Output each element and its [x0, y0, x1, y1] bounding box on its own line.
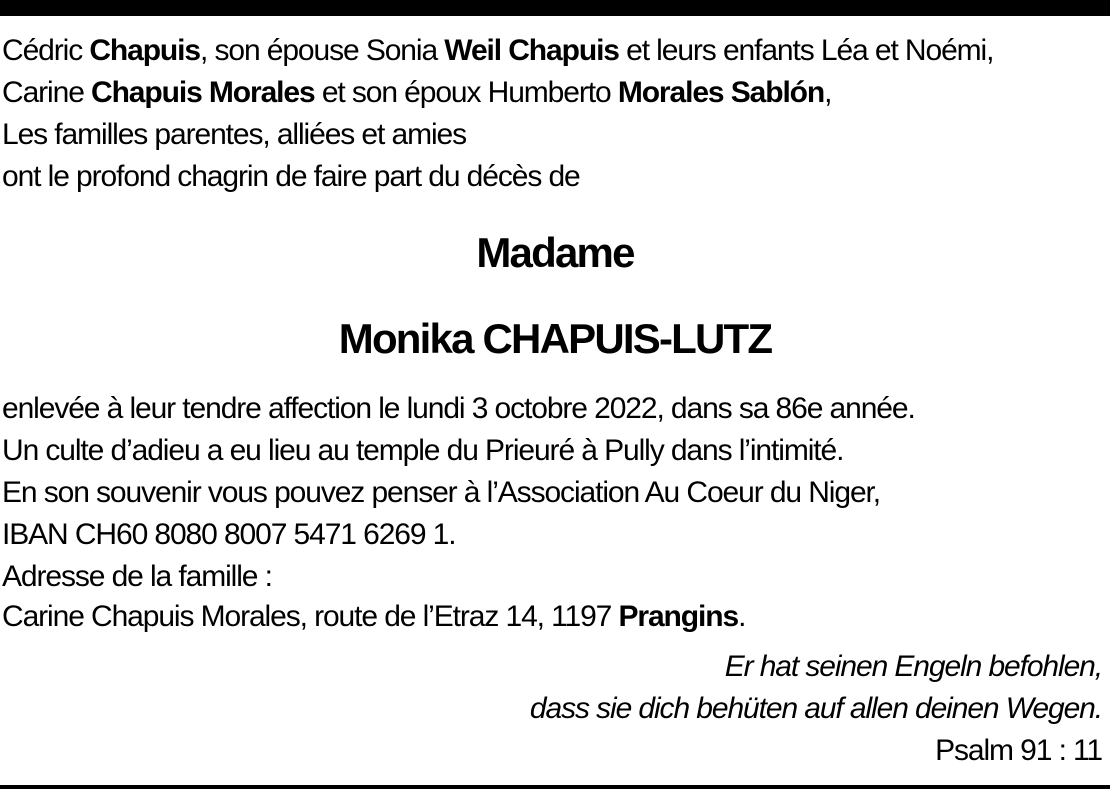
intro-line-3: Les familles parentes, alliées et amies [2, 118, 467, 151]
intro-text: , son épouse Sonia [199, 34, 445, 67]
deceased-name: Monika CHAPUIS-LUTZ [338, 315, 772, 362]
intro-text: , [824, 76, 832, 109]
address-text: Carine Chapuis Morales, route de l’Etraz 14, 1197 [2, 600, 619, 633]
intro-text: Cédric [2, 34, 90, 67]
intro-line-4: ont le profond chagrin de faire part du décès de [2, 160, 580, 193]
intro-text: Carine [2, 76, 92, 109]
body-line-4: IBAN CH60 8080 8007 5471 6269 1. [2, 518, 456, 551]
surname-bold: Weil Chapuis [444, 34, 619, 67]
body-line-3: En son souvenir vous pouvez penser à l’Association Au Coeur du Niger, [2, 476, 880, 509]
verse-reference: Psalm 91 : 11 [935, 734, 1102, 767]
body-line-1: enlevée à leur tendre affection le lundi 3 octobre 2022, dans sa 86e année. [2, 392, 915, 425]
intro-line-2 [2, 74, 831, 112]
surname-bold: Chapuis Morales [91, 76, 315, 109]
verse-line-2: dass sie dich behüten auf allen deinen Wegen. [529, 692, 1102, 725]
address-text: . [738, 600, 746, 633]
top-rule [0, 0, 1110, 16]
body-line-5: Adresse de la famille : [2, 560, 272, 593]
town-bold: Prangins [618, 600, 739, 633]
body-line-6 [2, 598, 745, 636]
surname-bold: Morales Sablón [617, 76, 825, 109]
intro-text: et leurs enfants Léa et Noémi, [618, 34, 994, 67]
verse-line-1: Er hat seinen Engeln befohlen, [724, 650, 1102, 683]
intro-line-1 [2, 32, 993, 70]
surname-bold: Chapuis [89, 34, 200, 67]
intro-text: et son époux Humberto [314, 76, 618, 109]
body-line-2: Un culte d’adieu a eu lieu au temple du Prieuré à Pully dans l’intimité. [2, 434, 844, 467]
deceased-honorific: Madame [476, 229, 634, 276]
bottom-rule [0, 785, 1110, 789]
